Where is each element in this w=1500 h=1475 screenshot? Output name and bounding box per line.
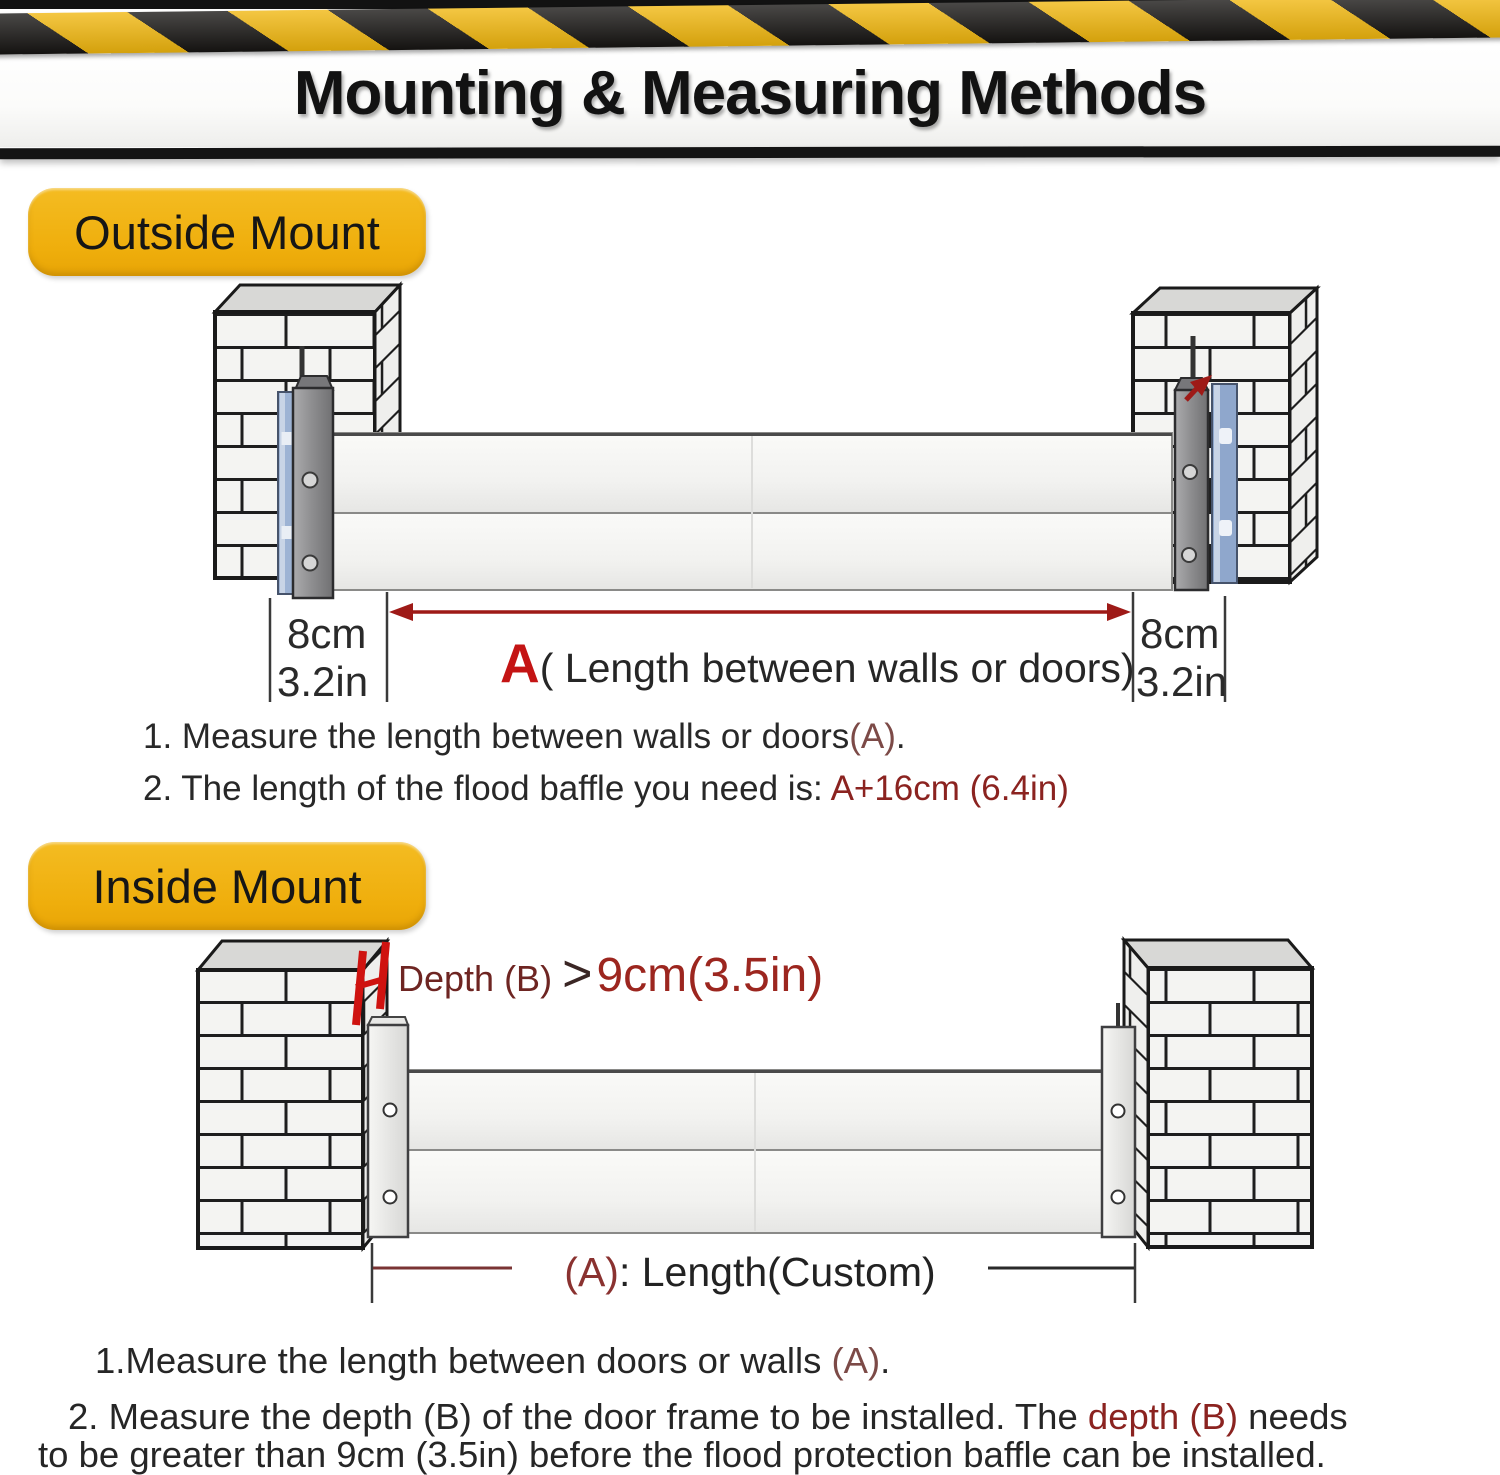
flood-barrier	[333, 433, 1172, 590]
dim-right-in: 3.2in	[1136, 658, 1228, 705]
depth-value-text: 9cm(3.5in)	[596, 949, 824, 1002]
span-arrow-icon	[389, 603, 1131, 621]
depth-label	[398, 945, 824, 1003]
length-custom-label: (A): Length(Custom)	[564, 1249, 936, 1295]
left-mount-bracket	[278, 376, 333, 598]
inside-step-1: 1.Measure the length between doors or walls (A).	[95, 1340, 891, 1381]
screw-hole-icon	[303, 556, 318, 571]
greater-than-sign: >	[562, 945, 593, 1003]
dim-right-cm: 8cm	[1140, 610, 1220, 657]
inside-right-pillar	[1124, 940, 1312, 1247]
screw-hole-icon	[384, 1104, 397, 1117]
inside-mount-badge-label: Inside Mount	[92, 859, 362, 913]
span-a: A	[500, 632, 540, 694]
outside-step-2: 2. The length of the flood baffle you need is: A+16cm (6.4in)	[143, 769, 1069, 808]
outside-mount-badge	[28, 188, 426, 276]
inside-mount-badge	[28, 842, 426, 930]
dim-left-in: 3.2in	[277, 658, 369, 705]
span-rest: ( Length between walls or doors)	[539, 645, 1135, 691]
screw-hole-icon	[1182, 548, 1196, 562]
screw-hole-icon	[1183, 465, 1197, 479]
right-rail-bracket	[1102, 1003, 1135, 1237]
inside-step-3: to be greater than 9cm (3.5in) before the flood protection baffle can be installed.	[38, 1434, 1326, 1475]
screw-hole-icon	[1112, 1191, 1125, 1204]
outside-mount-badge-label: Outside Mount	[74, 205, 380, 259]
screw-hole-icon	[1112, 1105, 1125, 1118]
left-rail-bracket	[368, 1017, 408, 1237]
flood-barrier	[408, 1070, 1102, 1233]
right-mount-bracket	[1175, 375, 1237, 590]
page-title: Mounting & Measuring Methods	[293, 59, 1207, 128]
inside-step-2: 2. Measure the depth (B) of the door frame to be installed. The depth (B) needs	[68, 1396, 1348, 1437]
span-length-label	[500, 632, 1135, 694]
dim-left-cm: 8cm	[287, 610, 367, 657]
screw-hole-icon	[303, 473, 318, 488]
outside-step-1: 1. Measure the length between walls or doors(A).	[143, 717, 906, 756]
header-divider-bar	[0, 146, 1500, 160]
depth-b-text: Depth (B)	[398, 958, 553, 999]
screw-hole-icon	[384, 1191, 397, 1204]
